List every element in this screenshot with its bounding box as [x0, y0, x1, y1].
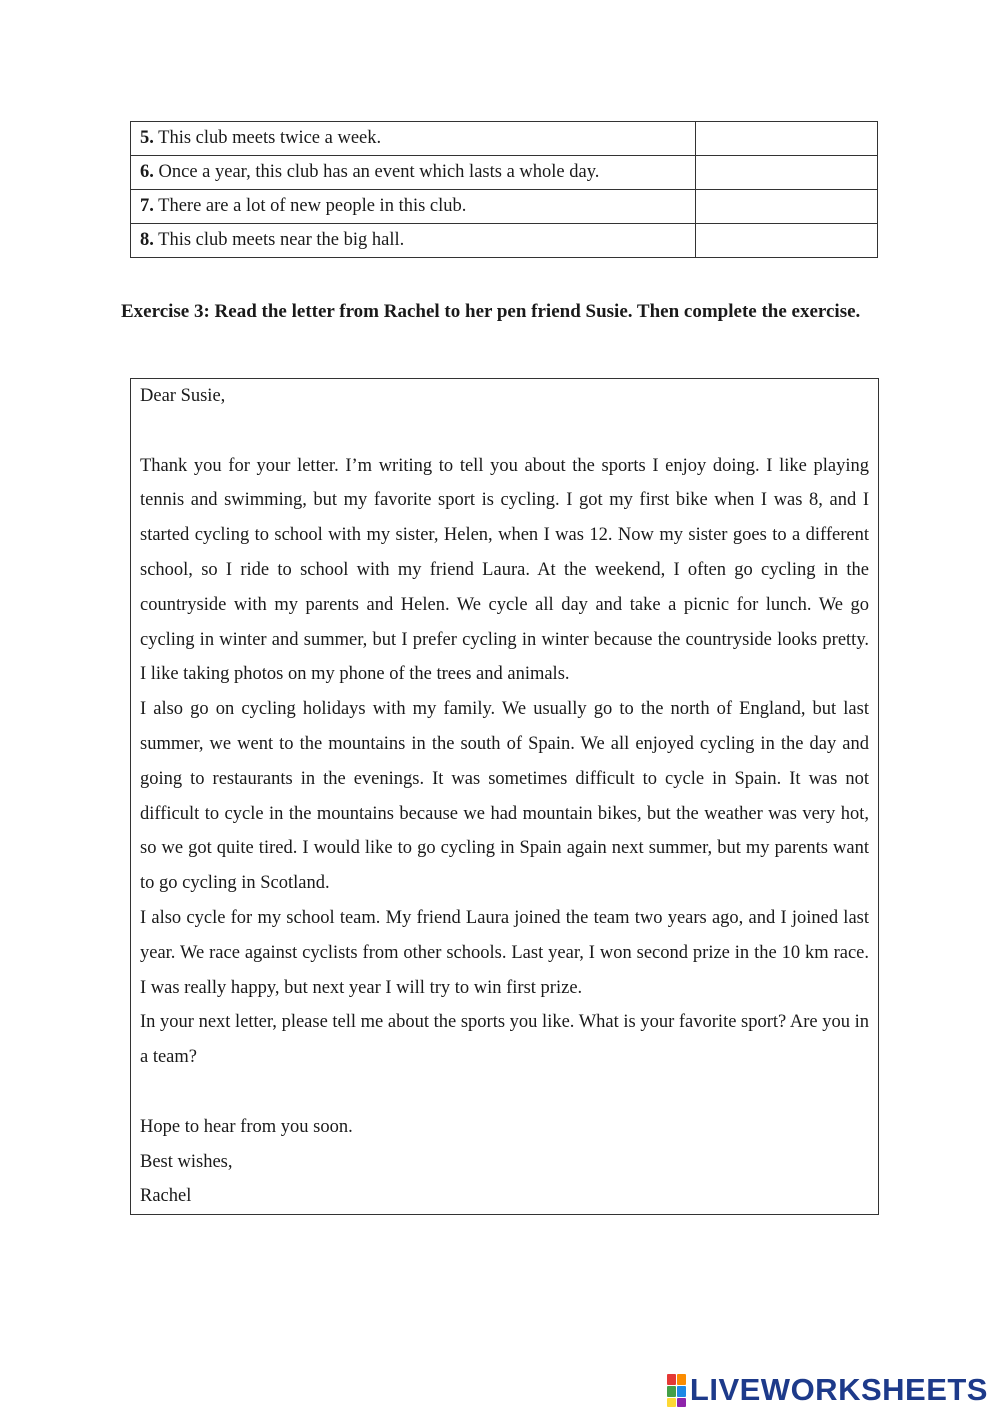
statement-number: 6.	[140, 162, 154, 182]
letter-closing-2: Best wishes,	[140, 1151, 233, 1172]
exercise-3-heading: Exercise 3: Read the letter from Rachel to her pen friend Susie. Then complete the exercise.	[121, 301, 861, 322]
letter-paragraph-2: I also go on cycling holidays with my family. We usually go to the north of England, but last summer, we went to the mountains in the south of Spain. We all enjoyed cycling in the day and going to restaurants in the evenings. It was sometimes difficult to cycle in Spain. It was not difficult to cycle in the mountains because we had mountain bikes, but the weather was very hot, so we got quite tired. I would like to go cycling in Spain again next summer, but my parents want to go cycling in Scotland.	[140, 699, 869, 894]
table-row	[131, 156, 878, 190]
table-row	[131, 224, 878, 258]
answer-box[interactable]	[696, 190, 878, 224]
liveworksheets-logo-icon	[667, 1374, 686, 1407]
table-row	[131, 122, 878, 156]
letter-paragraph-1: Thank you for your letter. I’m writing to tell you about the sports I enjoy doing. I like playing tennis and swimming, but my favorite sport is cycling. I got my first bike when I was 8, and I started cycling to school with my sister, Helen, when I was 12. Now my sister goes to a different school, so I ride to school with my friend Laura. At the weekend, I often go cycling in the countryside with my parents and Helen. We cycle all day and take a picnic for lunch. We go cycling in winter and summer, but I prefer cycling in winter because the countryside looks pretty. I like taking photos on my phone of the trees and animals.	[140, 455, 869, 685]
logo-square	[677, 1398, 686, 1407]
liveworksheets-logo	[667, 1372, 988, 1408]
statement-cell	[131, 122, 696, 156]
spacer	[140, 414, 869, 449]
statement-text: Once a year, this club has an event which lasts a whole day.	[158, 162, 600, 182]
logo-square	[667, 1398, 676, 1407]
logo-square	[677, 1374, 686, 1385]
letter-closing-1: Hope to hear from you soon.	[140, 1116, 353, 1137]
statement-cell	[131, 190, 696, 224]
answer-box[interactable]	[696, 122, 878, 156]
letter-paragraph-4: In your next letter, please tell me about the sports you like. What is your favorite sport? Are you in a team?	[140, 1012, 869, 1068]
statement-number: 5.	[140, 128, 154, 148]
spacer	[140, 1075, 869, 1110]
statement-text: This club meets twice a week.	[158, 128, 382, 148]
letter-signature: Rachel	[140, 1186, 192, 1207]
statement-cell	[131, 224, 696, 258]
answer-box[interactable]	[696, 156, 878, 190]
logo-square	[677, 1386, 686, 1397]
letter-paragraph-3: I also cycle for my school team. My friend Laura joined the team two years ago, and I joined last year. We race against cyclists from other schools. Last year, I won second prize in the 10 km race. I was really happy, but next year I will try to win first prize.	[140, 907, 869, 998]
statement-number: 7.	[140, 196, 154, 216]
table-row	[131, 190, 878, 224]
letter-greeting: Dear Susie,	[140, 386, 226, 406]
statements-table	[130, 121, 878, 258]
answer-box[interactable]	[696, 224, 878, 258]
statement-text: This club meets near the big hall.	[158, 230, 405, 250]
statement-number: 8.	[140, 230, 154, 250]
logo-square	[667, 1386, 676, 1397]
logo-square	[667, 1374, 676, 1385]
statement-cell	[131, 156, 696, 190]
statement-text: There are a lot of new people in this club.	[158, 196, 467, 216]
letter-box	[130, 378, 879, 1215]
logo-text: LIVEWORKSHEETS	[689, 1372, 988, 1407]
